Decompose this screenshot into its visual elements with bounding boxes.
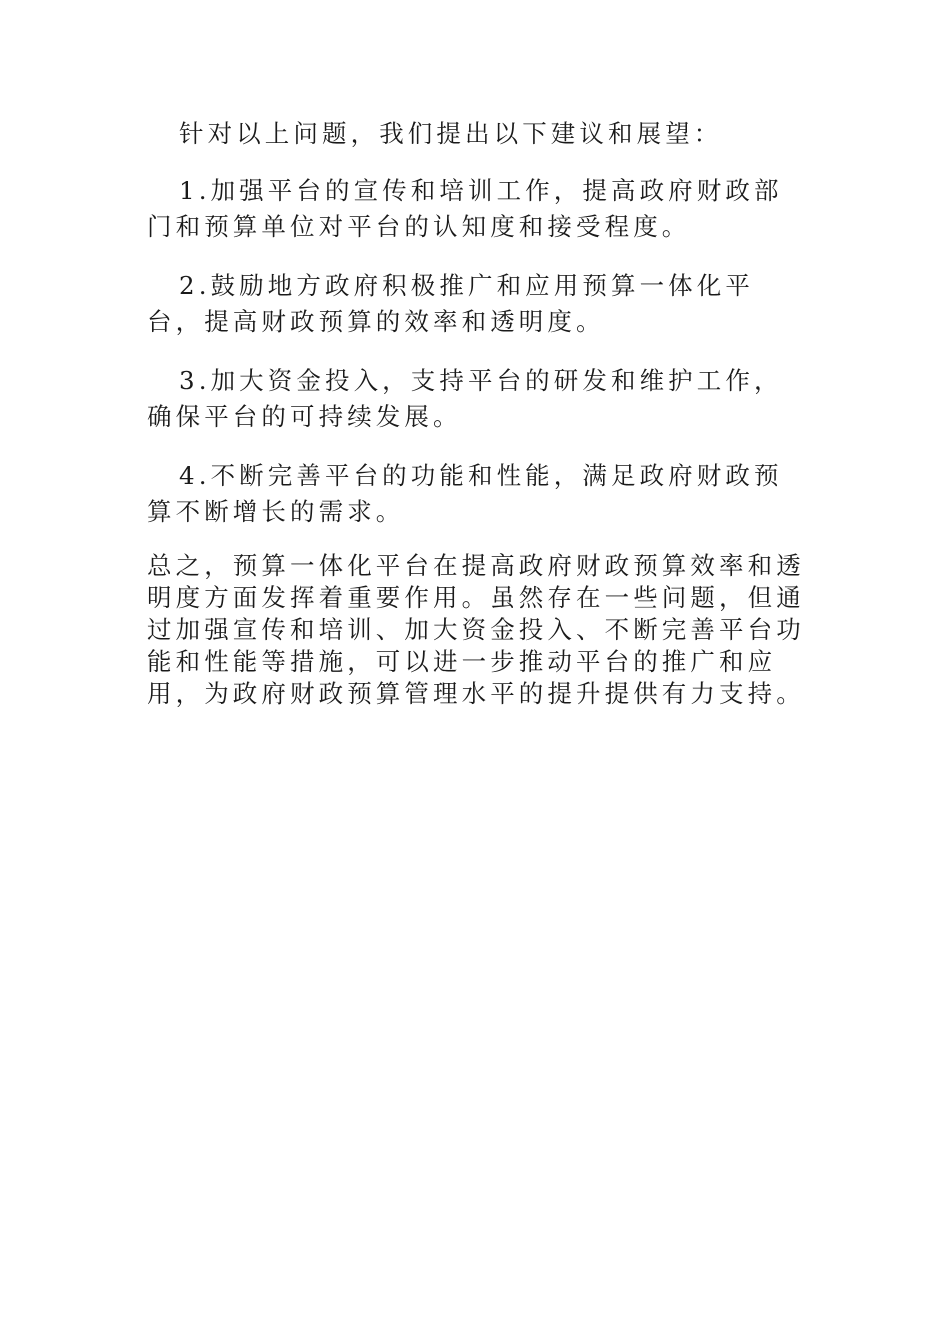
document-page [147, 0, 807, 1344]
intro-paragraph: 针对以上问题，我们提出以下建议和展望： [179, 119, 723, 148]
summary-paragraph: 总之，预算一体化平台在提高政府财政预算效率和透明度方面发挥着重要作用。虽然存在一些问题，但通过加强宣传和培训、加大资金投入、不断完善平台功能和性能等措施，可以进一步推动平台的推广和应用，为政府财政预算管理水平的提升提供有力支持。 [147, 551, 805, 708]
suggestion-item-4: 4.不断完善平台的功能和性能，满足政府财政预算不断增长的需求。 [147, 461, 783, 526]
suggestion-item-1: 1.加强平台的宣传和培训工作，提高政府财政部门和预算单位对平台的认知度和接受程度。 [147, 176, 783, 241]
suggestion-item-3: 3.加大资金投入，支持平台的研发和维护工作，确保平台的可持续发展。 [147, 366, 783, 431]
suggestion-item-2: 2.鼓励地方政府积极推广和应用预算一体化平台，提高财政预算的效率和透明度。 [147, 271, 754, 336]
